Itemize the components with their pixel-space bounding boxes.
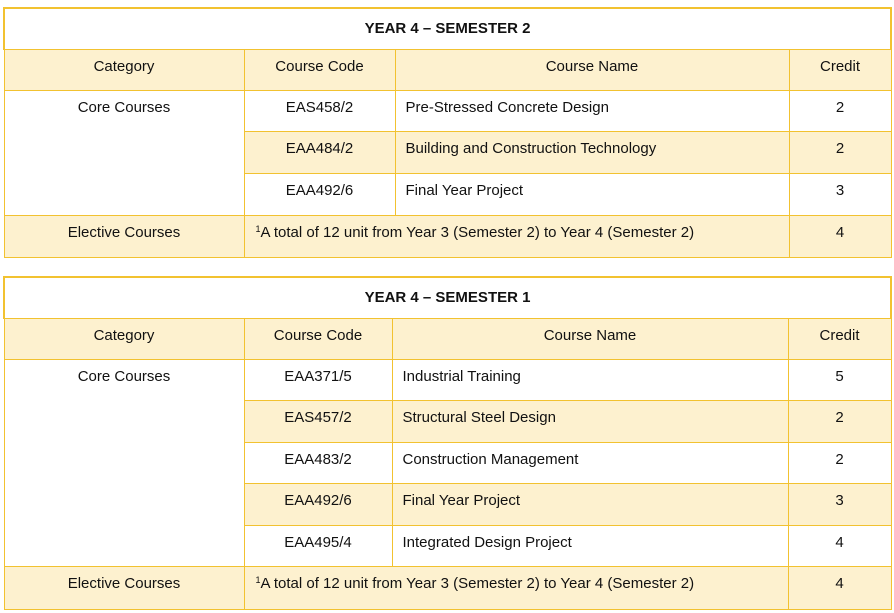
course-code: EAA495/4 (244, 525, 392, 566)
header-category: Category (4, 318, 244, 359)
header-credit: Credit (789, 49, 891, 90)
semester2-title: YEAR 4 – SEMESTER 2 (4, 8, 891, 49)
table-row (4, 215, 891, 257)
core-courses-category: Core Courses (4, 359, 244, 566)
semester1-table (3, 276, 892, 610)
course-credit: 2 (788, 442, 891, 483)
elective-credit: 4 (788, 566, 891, 609)
course-code: EAS458/2 (244, 90, 395, 131)
course-name: Final Year Project (395, 173, 789, 215)
course-name: Building and Construction Technology (395, 131, 789, 173)
course-credit: 3 (788, 483, 891, 525)
core-courses-category: Core Courses (4, 90, 244, 215)
course-code: EAA492/6 (244, 173, 395, 215)
course-credit: 4 (788, 525, 891, 566)
elective-courses-category: Elective Courses (4, 215, 244, 257)
semester2-table (3, 7, 892, 258)
course-name: Structural Steel Design (392, 400, 788, 442)
header-course-code: Course Code (244, 49, 395, 90)
course-name: Integrated Design Project (392, 525, 788, 566)
course-code: EAA483/2 (244, 442, 392, 483)
course-name: Final Year Project (392, 483, 788, 525)
table-row (4, 90, 891, 131)
elective-description-text: A total of 12 unit from Year 3 (Semester 2) to Year 4 (Semester 2) (260, 574, 695, 592)
course-name: Construction Management (392, 442, 788, 483)
elective-description (244, 566, 788, 609)
course-credit: 5 (788, 359, 891, 400)
course-credit: 3 (789, 173, 891, 215)
header-category: Category (4, 49, 244, 90)
course-code: EAS457/2 (244, 400, 392, 442)
header-course-name: Course Name (395, 49, 789, 90)
footnote-marker: 1 (255, 223, 261, 234)
elective-courses-category: Elective Courses (4, 566, 244, 609)
course-code: EAA492/6 (244, 483, 392, 525)
course-credit: 2 (788, 400, 891, 442)
footnote-marker: 1 (255, 574, 261, 585)
course-name: Pre-Stressed Concrete Design (395, 90, 789, 131)
course-code: EAA371/5 (244, 359, 392, 400)
header-course-name: Course Name (392, 318, 788, 359)
course-name: Industrial Training (392, 359, 788, 400)
course-code: EAA484/2 (244, 131, 395, 173)
header-credit: Credit (788, 318, 891, 359)
semester1-title: YEAR 4 – SEMESTER 1 (4, 277, 891, 318)
course-credit: 2 (789, 90, 891, 131)
table-row (4, 566, 891, 609)
table-row (4, 359, 891, 400)
elective-description-text: A total of 12 unit from Year 3 (Semester 2) to Year 4 (Semester 2) (260, 223, 695, 241)
header-course-code: Course Code (244, 318, 392, 359)
course-credit: 2 (789, 131, 891, 173)
elective-description (244, 215, 789, 257)
elective-credit: 4 (789, 215, 891, 257)
